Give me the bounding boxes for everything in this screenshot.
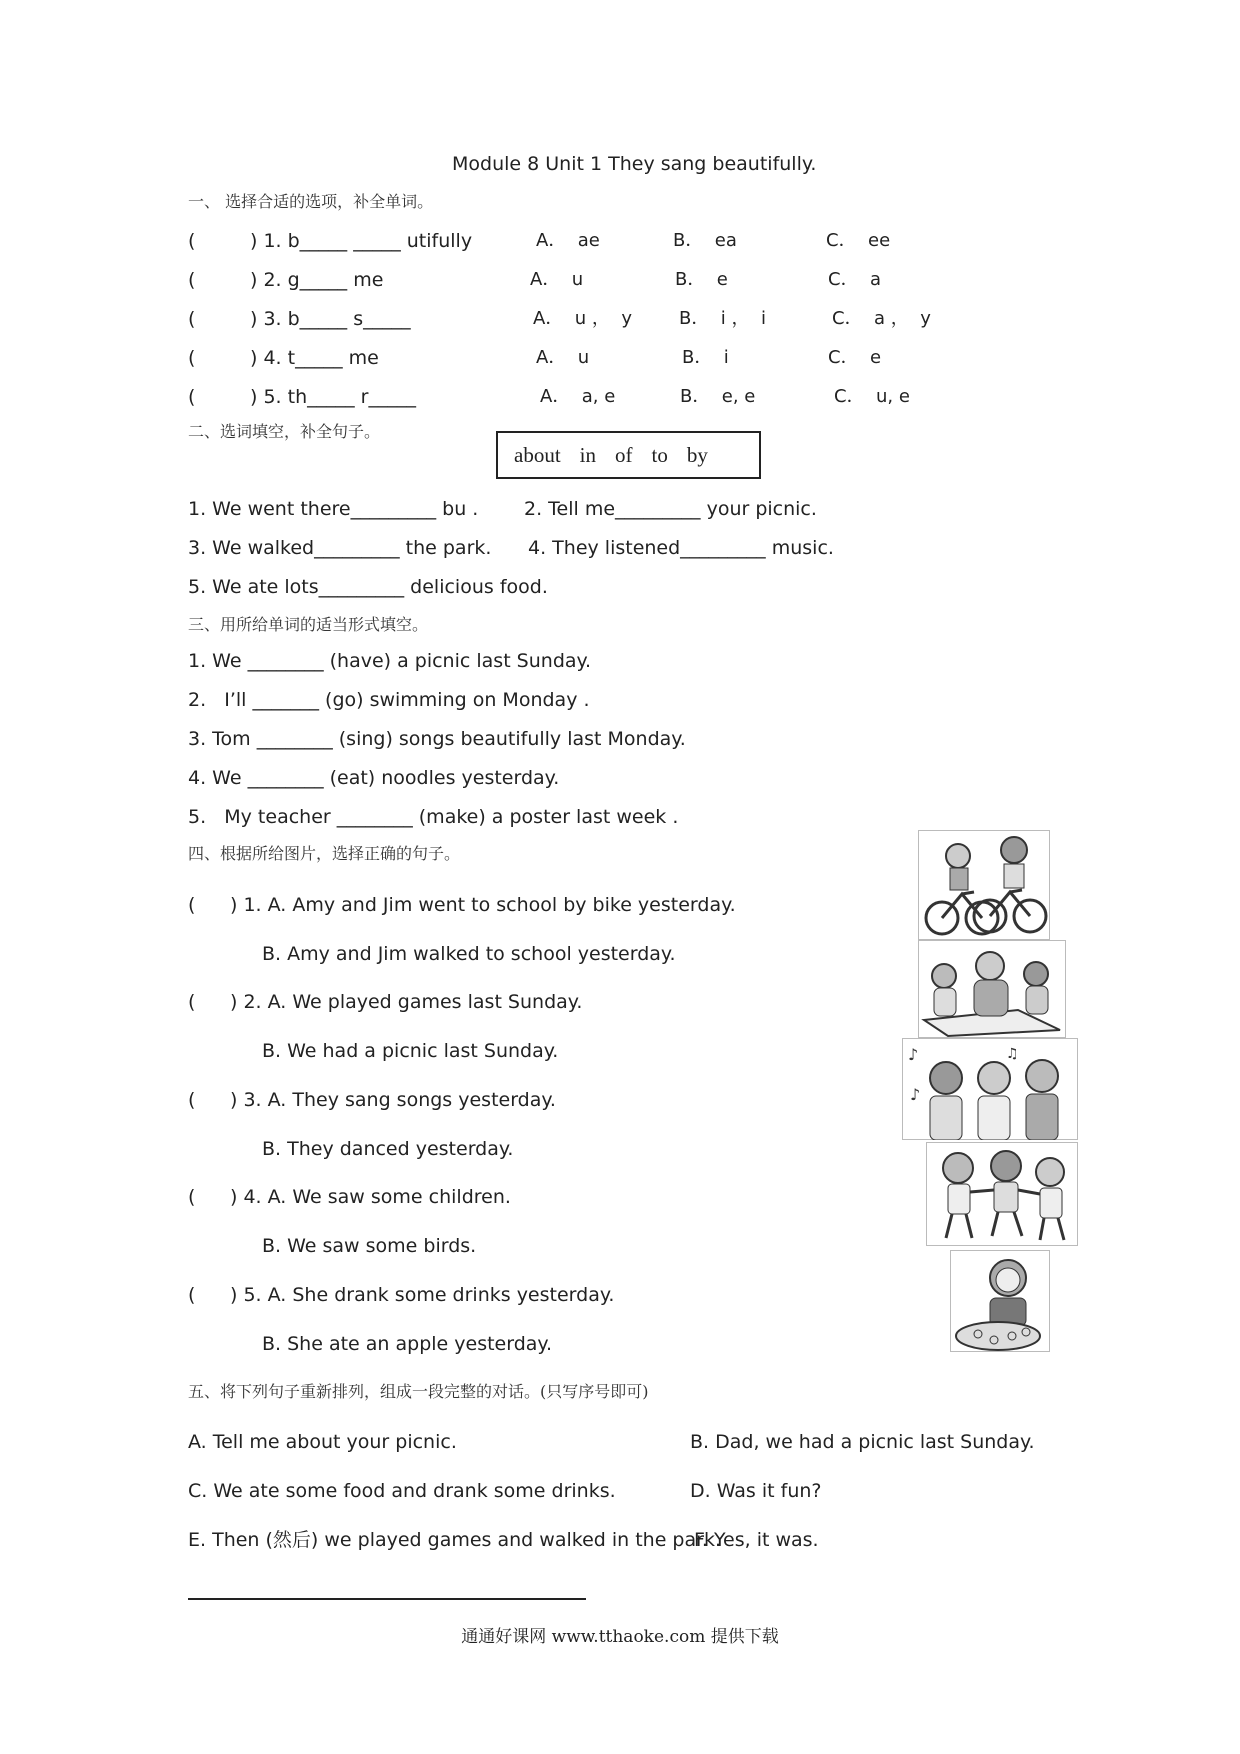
word-bank-item: by bbox=[686, 442, 708, 467]
dialogue-sentence: A. Tell me about your picnic. bbox=[188, 1431, 457, 1453]
question-text: ) 2. g_____ me bbox=[250, 269, 384, 291]
word-bank-item: in bbox=[579, 442, 596, 467]
dialogue-sentence: B. Dad, we had a picnic last Sunday. bbox=[690, 1431, 1035, 1453]
verb-form-item: 5. My teacher ________ (make) a poster last week . bbox=[188, 806, 679, 828]
question-text: ) 1. b_____ _____ utifully bbox=[250, 230, 473, 252]
section3-heading: 三、用所给单词的适当形式填空。 bbox=[188, 615, 429, 634]
word-bank-item: to bbox=[651, 442, 668, 467]
answer-paren[interactable]: ( bbox=[188, 269, 196, 291]
dialogue-sentence: D. Was it fun? bbox=[690, 1480, 822, 1502]
picnic-picture bbox=[918, 940, 1066, 1038]
word-bank-item: about bbox=[514, 442, 561, 467]
choice-a: ) 4. A. We saw some children. bbox=[230, 1186, 511, 1208]
option-c: C． e bbox=[828, 347, 882, 368]
word-bank-item: of bbox=[615, 442, 633, 467]
page-footer: 通通好课网 www.tthaoke.com 提供下载 bbox=[461, 1627, 779, 1647]
choice-a: ) 5. A. She drank some drinks yesterday. bbox=[230, 1284, 615, 1306]
answer-paren[interactable]: ( bbox=[188, 991, 196, 1013]
svg-text:♪: ♪ bbox=[910, 1085, 921, 1104]
answer-paren[interactable]: ( bbox=[188, 1089, 196, 1111]
verb-form-item: 1. We ________ (have) a picnic last Sunday. bbox=[188, 650, 592, 672]
section1-heading: 一、 选择合适的选项，补全单词。 bbox=[188, 192, 434, 211]
option-b: B． e bbox=[675, 269, 728, 290]
answer-paren[interactable]: ( bbox=[188, 386, 196, 408]
section2-heading: 二、选词填空，补全句子。 bbox=[188, 422, 381, 441]
choice-b: B. She ate an apple yesterday. bbox=[262, 1333, 552, 1355]
option-b: B． ea bbox=[673, 230, 737, 251]
answer-paren[interactable]: ( bbox=[188, 1186, 196, 1208]
dialogue-sentence: E. Then (然后) we played games and walked in the park. bbox=[188, 1529, 721, 1551]
fill-sentence: 2. Tell me_________ your picnic. bbox=[524, 498, 817, 520]
option-a: A． ae bbox=[536, 230, 600, 251]
answer-paren[interactable]: ( bbox=[188, 230, 196, 252]
page-title: Module 8 Unit 1 They sang beautifully. bbox=[452, 153, 817, 175]
option-b: B． e, e bbox=[680, 386, 756, 407]
section4-heading: 四、根据所给图片，选择正确的句子。 bbox=[188, 844, 461, 863]
singing-picture bbox=[902, 1038, 1078, 1140]
choice-b: B. Amy and Jim walked to school yesterday. bbox=[262, 943, 676, 965]
svg-text:♫: ♫ bbox=[1006, 1046, 1019, 1062]
word-bank bbox=[496, 431, 761, 479]
bike-riding-picture bbox=[918, 830, 1050, 940]
choice-b: B. They danced yesterday. bbox=[262, 1138, 514, 1160]
option-a: A． u bbox=[536, 347, 590, 368]
option-a: A． u ， y bbox=[533, 308, 632, 329]
section5-heading: 五、将下列句子重新排列，组成一段完整的对话。(只写序号即可) bbox=[188, 1382, 649, 1401]
answer-paren[interactable]: ( bbox=[188, 308, 196, 330]
question-text: ) 5. th_____ r_____ bbox=[250, 386, 416, 408]
choice-a: ) 1. A. Amy and Jim went to school by bike yesterday. bbox=[230, 894, 736, 916]
fill-sentence: 4. They listened_________ music. bbox=[528, 537, 834, 559]
answer-line bbox=[188, 1598, 586, 1600]
svg-text:♪: ♪ bbox=[908, 1045, 919, 1064]
choice-b: B. We had a picnic last Sunday. bbox=[262, 1040, 559, 1062]
fill-sentence: 5. We ate lots_________ delicious food. bbox=[188, 576, 548, 598]
verb-form-item: 4. We ________ (eat) noodles yesterday. bbox=[188, 767, 560, 789]
verb-form-item: 3. Tom ________ (sing) songs beautifully last Monday. bbox=[188, 728, 686, 750]
answer-paren[interactable]: ( bbox=[188, 347, 196, 369]
choice-a: ) 2. A. We played games last Sunday. bbox=[230, 991, 583, 1013]
question-text: ) 3. b_____ s_____ bbox=[250, 308, 411, 330]
option-c: C． u, e bbox=[834, 386, 910, 407]
answer-paren[interactable]: ( bbox=[188, 1284, 196, 1306]
option-a: A． a, e bbox=[540, 386, 616, 407]
girl-eating-picture bbox=[950, 1250, 1050, 1352]
dialogue-sentence: F. Yes, it was. bbox=[694, 1529, 819, 1551]
question-text: ) 4. t_____ me bbox=[250, 347, 379, 369]
option-b: B． i bbox=[682, 347, 729, 368]
option-c: C． a ， y bbox=[832, 308, 931, 329]
option-c: C． a bbox=[828, 269, 882, 290]
answer-paren[interactable]: ( bbox=[188, 894, 196, 916]
choice-a: ) 3. A. They sang songs yesterday. bbox=[230, 1089, 556, 1111]
option-b: B． i ， i bbox=[679, 308, 766, 329]
verb-form-item: 2. I’ll _______ (go) swimming on Monday . bbox=[188, 689, 590, 711]
dancing-picture bbox=[926, 1142, 1078, 1246]
fill-sentence: 1. We went there_________ bu . bbox=[188, 498, 479, 520]
option-c: C． ee bbox=[826, 230, 891, 251]
dialogue-sentence: C. We ate some food and drank some drinks. bbox=[188, 1480, 616, 1502]
fill-sentence: 3. We walked_________ the park. bbox=[188, 537, 492, 559]
choice-b: B. We saw some birds. bbox=[262, 1235, 477, 1257]
option-a: A． u bbox=[530, 269, 584, 290]
